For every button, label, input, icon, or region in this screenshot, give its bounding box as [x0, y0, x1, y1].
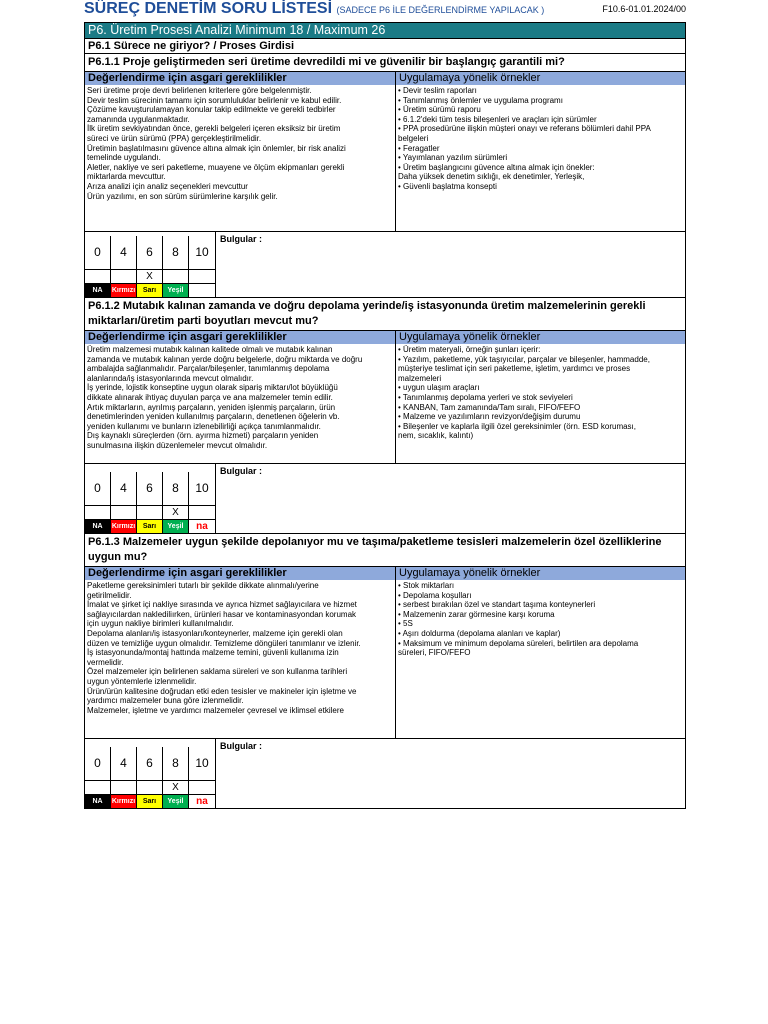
- requirement-line: zamanda ve mutabık kalınan yerde doğru belgelerle, doğru miktarda ve doğru: [87, 354, 363, 364]
- requirement-line: Paketleme gereksinimleri tutarlı bir şekilde dikkate alınmalı/yerine: [87, 581, 319, 590]
- requirements-text: [85, 580, 395, 738]
- requirement-line: Ürün yazılımı, en son sürüm sürümlerine karşılık gelir.: [87, 191, 278, 201]
- requirement-line: Ürün/ürün kalitesine doğrudan etki eden tesisler ve makineler için işletme ve: [87, 686, 357, 696]
- requirement-line: getirilmelidir.: [87, 590, 132, 600]
- requirements-header: Değerlendirme için asgari gereklilikler: [85, 331, 395, 344]
- question-title: P6.1.2 Mutabık kalınan zamanda ve doğru depolama yerinde/iş istasyonunda üretim malzemelerinin gerekli miktarları/üretim parti boyutları mevcut mu?: [84, 298, 686, 331]
- rating-na-text: na: [189, 520, 215, 533]
- score-option[interactable]: 0: [85, 747, 111, 780]
- document-title: [84, 0, 544, 18]
- rating-red: Kırmızı: [111, 284, 137, 297]
- rating-na: NA: [85, 795, 111, 808]
- requirement-line: Depolama alanları/iş istasyonları/konteynerler, malzeme için gerekli olan: [87, 628, 343, 638]
- score-top-spacer: [85, 464, 215, 472]
- scoring-area: [84, 464, 686, 534]
- example-line: • Tanımlanmış depolama yerleri ve stok seviyeleri: [398, 392, 573, 402]
- score-option[interactable]: 6: [137, 747, 163, 780]
- requirement-line: Üretimin başlatılmasını güvence altına almak için önlemler, bir risk analizi: [87, 143, 346, 153]
- scoring-area: [84, 232, 686, 298]
- score-values-row: [85, 236, 215, 269]
- question-list: [84, 54, 686, 809]
- requirement-line: Arıza analizi için analiz seçenekleri mevcuttur: [87, 181, 248, 191]
- requirements-column: [85, 72, 396, 231]
- example-line: • Tanımlanmış önlemler ve uygulama programı: [398, 95, 563, 105]
- score-mark[interactable]: X: [163, 781, 189, 794]
- section-banner: P6. Üretim Prosesi Analizi Minimum 18 / Maximum 26: [84, 22, 686, 39]
- score-mark[interactable]: [111, 506, 137, 519]
- requirement-line: İmalat ve şirket içi nakliye sırasında ve ayrıca hizmet sağlayıcılara ve hizmet: [87, 600, 357, 610]
- requirement-line: temelinde uygulandı.: [87, 153, 161, 163]
- form-code: F10.6-01.01.2024/00: [602, 4, 686, 14]
- score-option[interactable]: 4: [111, 747, 137, 780]
- examples-header: Uygulamaya yönelik örnekler: [396, 331, 685, 344]
- question-title: P6.1.3 Malzemeler uygun şekilde depolanıyor mu ve taşıma/paketleme tesisleri malzemelerin özel özelliklerine uygun mu?: [84, 534, 686, 567]
- rating-na: NA: [85, 520, 111, 533]
- rating-na: NA: [85, 284, 111, 297]
- example-line: • Üretim başlangıcını güvence altına almak için önekler:: [398, 162, 595, 172]
- requirement-line: Artık miktarların, ayrılmış parçaların, yeniden işlenmiş parçaların, ürün: [87, 402, 336, 412]
- example-line: • Devir teslim raporları: [398, 86, 477, 95]
- score-option[interactable]: 8: [163, 472, 189, 505]
- requirement-line: İlk üretim sevkiyatından önce, gerekli belgeleri içeren eksiksiz bir üretim: [87, 124, 341, 134]
- example-line: • Güvenli başlatma konsepti: [398, 181, 497, 191]
- rating-row: [85, 283, 215, 297]
- example-line: • Aşırı doldurma (depolama alanları ve kaplar): [398, 628, 561, 638]
- requirement-line: vermelidir.: [87, 657, 124, 667]
- score-mark[interactable]: X: [163, 506, 189, 519]
- requirement-line: sağlayıcılardan naklediliırken, ürünleri hasar ve kontaminasyondan korumak: [87, 609, 357, 619]
- requirements-text: [85, 85, 395, 231]
- examples-text: [396, 580, 685, 738]
- requirement-line: miktarlarda mevcuttur.: [87, 172, 166, 182]
- score-option[interactable]: 0: [85, 472, 111, 505]
- example-line: • Feragatler: [398, 143, 440, 153]
- requirement-line: denetimlerinden yeniden kullanılmış parçaların, denetlenen öğelerin vb.: [87, 412, 340, 422]
- score-option[interactable]: 10: [195, 756, 209, 770]
- requirement-line: Malzemeler, işletme ve yardımcı malzemeler çevresel ve iklimsel etkilere: [87, 705, 344, 715]
- score-mark[interactable]: [111, 781, 137, 794]
- rating-yellow: Sarı: [137, 284, 163, 297]
- example-line: nem, sıcaklık, kalıntı): [398, 431, 474, 441]
- rating-red: Kırmızı: [111, 795, 137, 808]
- score-mark[interactable]: [163, 270, 189, 283]
- requirement-line: süreci ve ürün sürümü (PPA) gerçekleştirilmelidir.: [87, 133, 262, 143]
- rating-na-text: [189, 284, 215, 297]
- requirements-header: Değerlendirme için asgari gereklilikler: [85, 567, 395, 580]
- score-grid: [85, 232, 216, 297]
- score-mark[interactable]: [189, 781, 215, 794]
- requirement-line: Aletler, nakliye ve seri paketleme, muayene ve ölçüm ekipmanları gerekli: [87, 162, 345, 172]
- example-line: • Malzemenin zarar görmesine karşı koruma: [398, 609, 555, 619]
- examples-column: [396, 331, 685, 463]
- example-line: • uygun ulaşım araçları: [398, 383, 480, 393]
- score-mark[interactable]: [137, 506, 163, 519]
- score-option[interactable]: 6: [137, 236, 163, 269]
- score-mark[interactable]: [111, 270, 137, 283]
- score-grid: [85, 464, 216, 533]
- document-header: [84, 0, 686, 22]
- requirement-line: dikkate alınarak ihtiyaç duyulan parça ve ana malzemeler temin edilir.: [87, 392, 333, 402]
- findings-field[interactable]: Bulgular :: [220, 741, 262, 751]
- score-mark[interactable]: [85, 270, 111, 283]
- example-line: • PPA prosedürüne ilişkin müşteri onayı ve referans bölümleri dahil PPA: [398, 124, 651, 134]
- requirement-line: Özel malzemeler için belirlenen saklama süreleri ve son kullanma tarihleri: [87, 667, 348, 677]
- question-block: [84, 298, 686, 534]
- requirement-line: İş istasyonunda/montaj hattında malzeme temini, güvenli kullanıma izin: [87, 648, 339, 658]
- score-mark[interactable]: [85, 506, 111, 519]
- rating-row: [85, 794, 215, 808]
- score-values-row: [85, 747, 215, 780]
- examples-column: [396, 567, 685, 738]
- rating-na-text: na: [189, 795, 215, 808]
- requirement-line: alanlarında/iş istasyonlarında mevcut olmalıdır.: [87, 373, 254, 383]
- example-line: • Malzeme ve yazılımların revizyon/değişim durumu: [398, 412, 581, 422]
- question-block: [84, 534, 686, 809]
- score-grid: [85, 739, 216, 808]
- rating-yellow: Sarı: [137, 520, 163, 533]
- example-line: • Maksimum ve minimum depolama süreleri, belirtilen ara depolama: [398, 638, 639, 648]
- requirements-text: [85, 344, 395, 463]
- score-marks-row: [85, 780, 215, 794]
- requirement-line: Üretim malzemesi mutabık kalınan kalitede olmalı ve mutabık kalınan: [87, 345, 333, 354]
- requirements-column: [85, 331, 396, 463]
- example-line: • Bileşenler ve kaplarla ilgili özel gereksinimler (örn. ESD koruması,: [398, 421, 636, 431]
- score-marks-row: [85, 269, 215, 283]
- requirement-line: sunulmasına ilişkin düzenlemeler mevcut olmalıdır.: [87, 440, 268, 450]
- score-mark[interactable]: [189, 270, 215, 283]
- example-line: • Stok miktarları: [398, 581, 455, 590]
- requirement-line: Devir teslim sürecinin tamamı için sorumluluklar belirlenir ve kabul edilir.: [87, 95, 342, 105]
- requirement-line: için uygun nakliye birimleri kullanılmalıdır.: [87, 619, 234, 629]
- question-columns: [84, 331, 686, 464]
- example-line: süreleri, FIFO/FEFO: [398, 648, 471, 658]
- requirement-line: uygun yöntemlerle izlenmelidir.: [87, 676, 197, 686]
- example-line: • 6.1.2'deki tüm tesis bileşenleri ve araçları için sürümler: [398, 114, 597, 124]
- example-line: • Yayımlanan yazılım sürümleri: [398, 153, 508, 163]
- score-values-row: [85, 472, 215, 505]
- example-line: • Yazılım, paketleme, yük taşıyıcılar, parçalar ve bileşenler, hammadde,: [398, 354, 650, 364]
- requirement-line: yardımcı malzemeler buna göre izlenmelidir.: [87, 696, 244, 706]
- example-line: • Depolama koşulları: [398, 590, 472, 600]
- score-option[interactable]: 0: [85, 236, 111, 269]
- question-block: [84, 54, 686, 298]
- rating-row: [85, 519, 215, 533]
- title-subtitle: (SADECE P6 İLE DEĞERLENDİRME YAPILACAK ): [336, 5, 545, 15]
- score-option[interactable]: 4: [111, 472, 137, 505]
- example-line: malzemeleri: [398, 373, 442, 383]
- score-option[interactable]: 4: [111, 236, 137, 269]
- requirement-line: Seri üretime proje devri belirlenen kriterlere göre belgelenmiştir.: [87, 86, 312, 95]
- requirement-line: Çözüme kavuşturulamayan konular takip edilmekte ve gerekli tedbirler: [87, 105, 336, 115]
- example-line: • serbest bırakılan özel ve standart taşıma konteynerleri: [398, 600, 596, 610]
- question-columns: [84, 567, 686, 739]
- score-option[interactable]: 8: [163, 236, 189, 269]
- rating-green: Yeşil: [163, 520, 189, 533]
- examples-column: [396, 72, 685, 231]
- requirement-line: zamanında uygulanmaktadır.: [87, 114, 190, 124]
- examples-header: Uygulamaya yönelik örnekler: [396, 567, 685, 580]
- question-title: P6.1.1 Proje geliştirmeden seri üretime devredildi mi ve güvenilir bir başlangıç garantili mi?: [84, 54, 686, 72]
- requirement-line: İş yerinde, lojistik konseptine uygun olarak sipariş miktarı/lot büyüklüğü: [87, 383, 338, 393]
- score-top-spacer: [85, 739, 215, 747]
- rating-green: Yeşil: [163, 284, 189, 297]
- example-line: müşteriye teslimat için seri paketleme, işletim, yardımcı ve proses: [398, 364, 631, 374]
- requirement-line: Dış kaynaklı süreçlerden (örn. ayırma hizmeti) parçaların yeniden: [87, 431, 319, 441]
- score-option[interactable]: 10: [195, 245, 209, 259]
- example-line: • Üretim sürümü raporu: [398, 105, 481, 115]
- score-option[interactable]: 10: [195, 481, 209, 495]
- rating-green: Yeşil: [163, 795, 189, 808]
- example-line: belgeleri: [398, 133, 429, 143]
- title-text: SÜREÇ DENETİM SORU LİSTESİ: [84, 0, 333, 17]
- findings-field[interactable]: Bulgular :: [220, 234, 262, 244]
- requirement-line: ambalajda sağlanmalıdır. Parçalar/bileşenler, tanımlanmış depolama: [87, 364, 330, 374]
- score-option[interactable]: 8: [163, 747, 189, 780]
- examples-text: [396, 344, 685, 463]
- examples-header: Uygulamaya yönelik örnekler: [396, 72, 685, 85]
- requirement-line: yeniden kullanımı ve bunların izlenebilirliği açıkça tanımlanmalıdır.: [87, 421, 321, 431]
- scoring-area: [84, 739, 686, 809]
- score-mark[interactable]: X: [137, 270, 163, 283]
- question-columns: [84, 72, 686, 232]
- example-line: • KANBAN, Tam zamanında/Tam sıralı, FIFO/FEFO: [398, 402, 581, 412]
- findings-field[interactable]: Bulgular :: [220, 466, 262, 476]
- examples-text: [396, 85, 685, 231]
- score-mark[interactable]: [137, 781, 163, 794]
- example-line: • Üretim materyali, örneğin şunları içerir:: [398, 345, 541, 354]
- requirements-header: Değerlendirme için asgari gereklilikler: [85, 72, 395, 85]
- subsection-title: P6.1 Sürece ne giriyor? / Proses Girdisi: [84, 39, 686, 54]
- score-mark[interactable]: [85, 781, 111, 794]
- requirements-column: [85, 567, 396, 738]
- rating-yellow: Sarı: [137, 795, 163, 808]
- score-mark[interactable]: [189, 506, 215, 519]
- rating-red: Kırmızı: [111, 520, 137, 533]
- example-line: Daha yüksek denetim sıklığı, ek denetimler, Yerleşik,: [398, 172, 585, 182]
- score-marks-row: [85, 505, 215, 519]
- document: [84, 0, 686, 809]
- example-line: • 5S: [398, 619, 413, 629]
- requirement-line: düzen ve temizliğe uygun olmalıdır. Temizleme döngüleri tanımlanır ve izlenir.: [87, 638, 361, 648]
- score-option[interactable]: 6: [137, 472, 163, 505]
